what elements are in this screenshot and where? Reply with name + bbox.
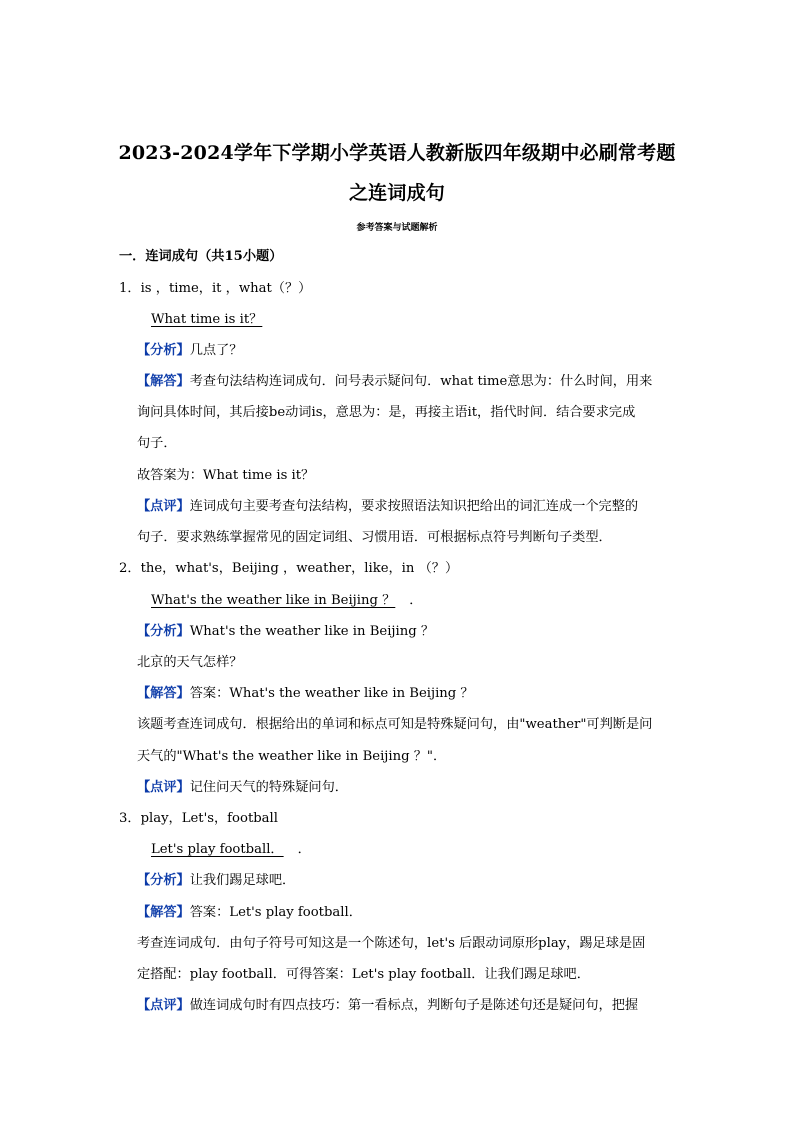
section-heading: 一．连词成句（共15小题）: [119, 249, 283, 264]
question-3-prompt: 3．play，Let's，football: [119, 811, 278, 826]
question-2-explain-line1: 该题考查连词成句．根据给出的单词和标点可知是特殊疑问句，由"weather"可判断是问: [137, 717, 653, 732]
question-3-answer-tail: ．: [297, 842, 311, 857]
solution-tag: 【解答】: [137, 374, 190, 389]
question-1-solution: [137, 373, 652, 391]
question-1-prompt: 1．is ，time，it ，what（？）: [119, 281, 312, 296]
question-3-explain-line2: 定搭配：play football．可得答案：Let's play football．让我们踢足球吧．: [137, 967, 590, 982]
document-subtitle: 参考答案与试题解析: [356, 223, 438, 233]
question-1-solution-line3: 句子．: [137, 436, 177, 451]
question-2-explain-line2: 天气的"What's the weather like in Beijing ？"．: [137, 749, 447, 764]
document-title-line2: 之连词成句: [348, 182, 445, 204]
question-3-answer: [137, 841, 311, 859]
question-1-comment: [137, 498, 638, 516]
question-1-analysis: [137, 342, 243, 360]
question-2-answer-text: What's the weather like in Beijing ？: [151, 593, 396, 608]
analysis-tag: 【分析】: [137, 624, 190, 639]
question-2-prompt: 2．the，what's，Beijing ，weather，like，in （？）: [119, 561, 459, 576]
question-3-solution-text: 答案：Let's play football．: [189, 905, 362, 920]
question-1-analysis-text: 几点了？: [189, 343, 243, 358]
question-3-explain-line1: 考查连词成句．由句子符号可知这是一个陈述句，let's 后跟动词原形play，踢足球是固: [137, 936, 646, 951]
analysis-tag: 【分析】: [137, 343, 190, 358]
question-1-comment-line2: 句子．要求熟练掌握常见的固定词组、习惯用语．可根据标点符号判断句子类型．: [137, 530, 612, 545]
solution-tag: 【解答】: [137, 905, 190, 920]
solution-tag: 【解答】: [137, 686, 190, 701]
question-1-answer-text: What time is it？: [151, 312, 263, 327]
question-3-answer-text: Let's play football．: [151, 842, 284, 857]
question-1-answer: [137, 311, 276, 329]
question-1-comment-line1: 连词成句主要考查句法结构，要求按照语法知识把给出的词汇连成一个完整的: [189, 499, 639, 514]
question-2-analysis-line2: 北京的天气怎样？: [137, 655, 243, 670]
question-2-solution: [137, 685, 474, 703]
question-3-comment: [137, 997, 638, 1015]
question-3-comment-text: 做连词成句时有四点技巧：第一看标点，判断句子是陈述句还是疑问句，把握: [189, 998, 639, 1013]
question-3-analysis-text: 让我们踢足球吧．: [189, 873, 296, 888]
question-2-answer: [137, 592, 422, 610]
question-2-comment: [137, 779, 348, 797]
question-2-analysis-text: What's the weather like in Beijing ？: [189, 624, 435, 639]
question-3-solution: [137, 904, 362, 922]
document-title: 2023-2024学年下学期小学英语人教新版四年级期中必刷常考题: [118, 142, 676, 164]
question-2-solution-text: 答案：What's the weather like in Beijing ？: [189, 686, 474, 701]
analysis-tag: 【分析】: [137, 873, 190, 888]
question-2-analysis: [137, 623, 434, 641]
question-1-final-answer: 故答案为：What time is it？: [137, 468, 315, 483]
comment-tag: 【点评】: [137, 780, 190, 795]
comment-tag: 【点评】: [137, 499, 190, 514]
question-3-analysis: [137, 872, 295, 890]
question-1-solution-line1: 考查句法结构连词成句．问号表示疑问句．what time意思为：什么时间，用来: [189, 374, 653, 389]
comment-tag: 【点评】: [137, 998, 190, 1013]
question-2-answer-tail: ．: [409, 593, 423, 608]
question-1-solution-line2: 询问具体时间，其后接be动词is，意思为：是，再接主语it，指代时间．结合要求完成: [137, 405, 636, 420]
question-2-comment-text: 记住问天气的特殊疑问句．: [189, 780, 348, 795]
